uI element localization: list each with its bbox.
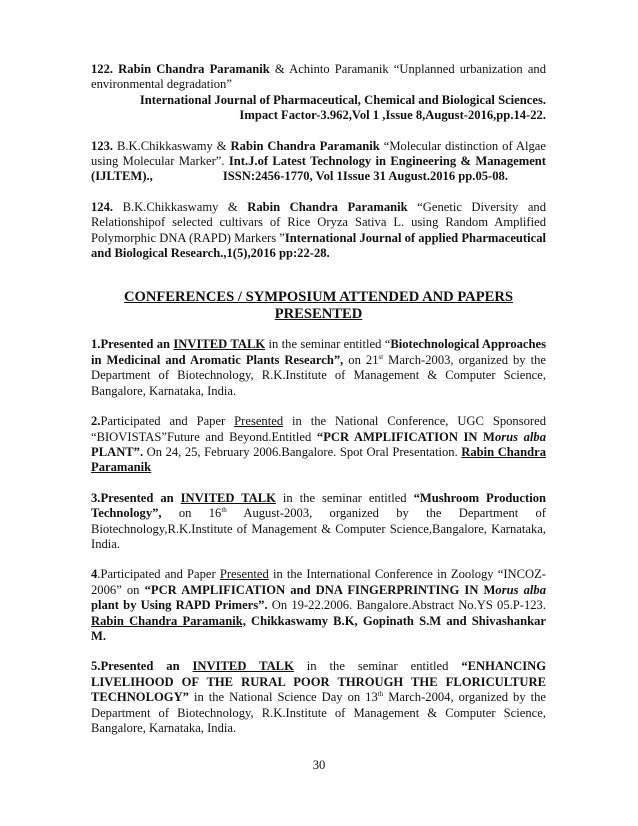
species-name: orus alba [495, 582, 546, 597]
journal-details: Impact Factor-3.962,Vol 1 ,Issue 8,August-2016,pp.14-22. [239, 108, 546, 123]
paper-title: “Unplanned urbanization and environmental degradation” [91, 62, 546, 92]
invited-talk-label: INVITED TALK [192, 659, 294, 674]
conference-number: 2. [91, 414, 101, 429]
conference-text-part: On 24, 25, February 2006.Bangalore. Spot Oral Presentation. [143, 444, 462, 459]
author-name: Rabin Chandra Paramanik [91, 444, 546, 475]
conference-text-part: in the International Conference in Zoology “INCOZ-2006” on [91, 567, 546, 597]
publication-number: 122. [91, 62, 114, 76]
section-heading [91, 289, 546, 323]
paper-title: “PCR AMPLIFICATION and DNA FINGERPRINTING IN M [144, 582, 496, 597]
publication-text [91, 62, 546, 93]
conference-text-part: on 16 [161, 506, 222, 521]
author-name: Rabin Chandra Paramanik, [91, 613, 246, 628]
paper-title: “Genetic Diversity and Relationshipof selected cultivars of Rice Oryza Sativa L. using Random Amplified Polymorphic DNA (RAPD) Markers ” [91, 199, 547, 245]
conference-text [91, 567, 546, 644]
conference-text-part: in the seminar entitled [293, 659, 462, 674]
coauthors: Chikkaswamy B.K, Gopinath S.M and Shivashankar M. [91, 613, 546, 643]
author-name: Rabin Chandra Paramanik [230, 138, 380, 153]
seminar-title: “Mushroom Production Technology”, [91, 490, 546, 521]
journal-name: International Journal of applied Pharmaceutical and Biological Research.,1(5),2016 pp:22-28. [91, 230, 546, 261]
ordinal-suffix: st [378, 352, 384, 361]
ordinal-suffix: th [377, 690, 384, 698]
section-heading-line-1: CONFERENCES / SYMPOSIUM ATTENDED AND PAPERS [123, 289, 514, 306]
author-name: Rabin Chandra Paramanik [118, 62, 270, 76]
conference-text-part: March-2003, organized by the Department of Biotechnology, R.K.Institute of Management & Computer Science, Bangalore, Karnataka, India. [91, 352, 546, 398]
publication-124 [91, 200, 546, 262]
conference-number: 4 [91, 567, 98, 582]
journal-name: Int.J.of Latest Technology in Engineering & Management (IJLTEM)., [91, 154, 546, 184]
ordinal-suffix: th [221, 505, 227, 514]
publication-122 [91, 62, 546, 124]
publication-number: 123. [91, 138, 114, 153]
coauthor: B.K.Chikkaswamy & [113, 199, 248, 214]
paper-title-end: PLANT”. [91, 444, 144, 459]
conference-text-part: August-2003, organized by the Department of Biotechnology,R.K.Institute of Management & Computer Science,Bangalore, Karnataka, India. [91, 506, 547, 551]
paper-title: “Molecular distinction of Algae using Molecular Marker”. [91, 138, 546, 169]
publication-text [91, 139, 546, 185]
conference-lead: 3.Presented an [91, 490, 181, 505]
invited-talk-label: INVITED TALK [180, 490, 276, 505]
paper-title: “PCR AMPLIFICATION IN M [316, 429, 495, 444]
conference-text [91, 659, 546, 736]
seminar-title: Biotechnological Approaches in Medicinal and Aromatic Plants Research”, [91, 337, 547, 367]
conference-text-part: on 21 [343, 352, 379, 367]
conference-1 [91, 337, 546, 399]
conference-text-part: .Participated and Paper [97, 567, 220, 582]
publication-123 [91, 139, 546, 185]
conference-lead: 5.Presented an [91, 659, 193, 674]
coauthor: & Achinto Paramanik [269, 62, 389, 76]
seminar-title: “ENHANCING LIVELIHOOD OF THE RURAL POOR THROUGH THE FLORICULTURE TECHNOLOGY” [91, 659, 546, 705]
paper-title-end: plant by Using RAPD Primers”. [91, 598, 268, 613]
conference-text-part: in the National Science Day on 13 [188, 690, 378, 705]
conference-4 [91, 567, 546, 644]
conference-text-part: Participated and Paper [100, 414, 235, 429]
section-heading-line-2: PRESENTED [274, 306, 363, 323]
document-page [91, 62, 546, 751]
publication-text [91, 200, 546, 262]
journal-details: ISSN:2456-1770, Vol 1Issue 31 August.2016 pp.05-08. [222, 169, 508, 184]
journal-name: International Journal of Pharmaceutical, Chemical and Biological Sciences. [139, 92, 546, 107]
coauthor: B.K.Chikkaswamy & [113, 138, 231, 153]
conference-text-part: in the seminar entitled “ [265, 337, 391, 352]
conference-text-part: March-2004, organized by the Department of Biotechnology, R.K.Institute of Management & Computer Science, Bangalore, Karnataka, India. [91, 690, 546, 735]
species-name: orus alba [494, 429, 547, 444]
conference-2 [91, 414, 546, 476]
publication-number: 124. [91, 199, 114, 214]
conference-text-part: in the National Conference, UGC Sponsored “BIOVISTAS”Future and Beyond.Entitled [91, 414, 546, 444]
conference-3 [91, 491, 546, 553]
conference-text-part: On 19-22.2006. Bangalore.Abstract No.YS 05.P-123. [267, 598, 546, 613]
conference-text [91, 414, 546, 476]
presented-label: Presented [219, 567, 269, 582]
conference-5 [91, 659, 546, 736]
conference-text [91, 337, 546, 399]
author-name: Rabin Chandra Paramanik [247, 199, 408, 214]
invited-talk-label: INVITED TALK [173, 337, 266, 352]
conference-text-part: in the seminar entitled [275, 490, 414, 505]
page-number: 30 [312, 758, 326, 772]
conference-lead: 1.Presented an [91, 337, 174, 352]
conference-text [91, 491, 546, 553]
presented-label: Presented [234, 414, 284, 429]
